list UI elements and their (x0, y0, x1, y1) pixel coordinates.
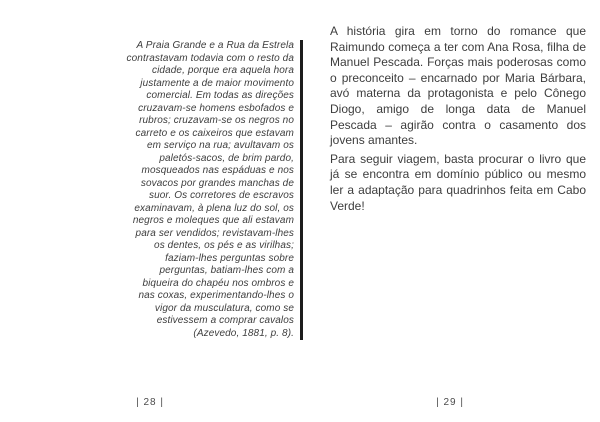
body-paragraph-2: Para seguir viagem, basta procurar o livro que já se encontra em domínio público ou mesmo ler a adaptação para quadrinhos feita em Cabo Verde! (330, 151, 586, 213)
body-text (330, 24, 586, 214)
body-paragraph-1: A história gira em torno do romance que Raimundo começa a ter com Ana Rosa, filha de Manuel Pescada. Forças mais poderosas como o preconceito – encarnado por Maria Bárbara, avó materna da protagonista e pelo Cônego Diogo, amigo de longa data de Manuel Pescada – agirão contra o casamento dos jovens amantes. (330, 24, 586, 148)
quote-text: A Praia Grande e a Rua da Estrela contrastavam todavia com o resto da cidade, porque era aquela hora justamente a de maior movimento comercial. Em todas as direções cruzavam-se homens esbofados e rubros; cruzavam-se os negros no carreto e os caixeiros que estavam em serviço na rua; avultavam os paletós-sacos, de brim pardo, mosqueados nas espáduas e nos sovacos por grandes manchas de suor. Os corretores de escravos examinavam, à plena luz do sol, os negros e moleques que ali estavam para ser vendidos; revistavam-lhes os dentes, os pés e as virilhas; faziam-lhes perguntas sobre perguntas, batiam-lhes com a biqueira do chapéu nos ombros e nas coxas, experimentando-lhes o vigor da musculatura, como se estivessem a comprar cavalos (126, 40, 294, 326)
page-number-right: | 29 | (436, 397, 464, 408)
page-number-left: | 28 | (136, 397, 164, 408)
quote-citation: (Azevedo, 1881, p. 8). (193, 327, 294, 339)
right-page (300, 0, 600, 422)
quote-block (124, 40, 303, 340)
